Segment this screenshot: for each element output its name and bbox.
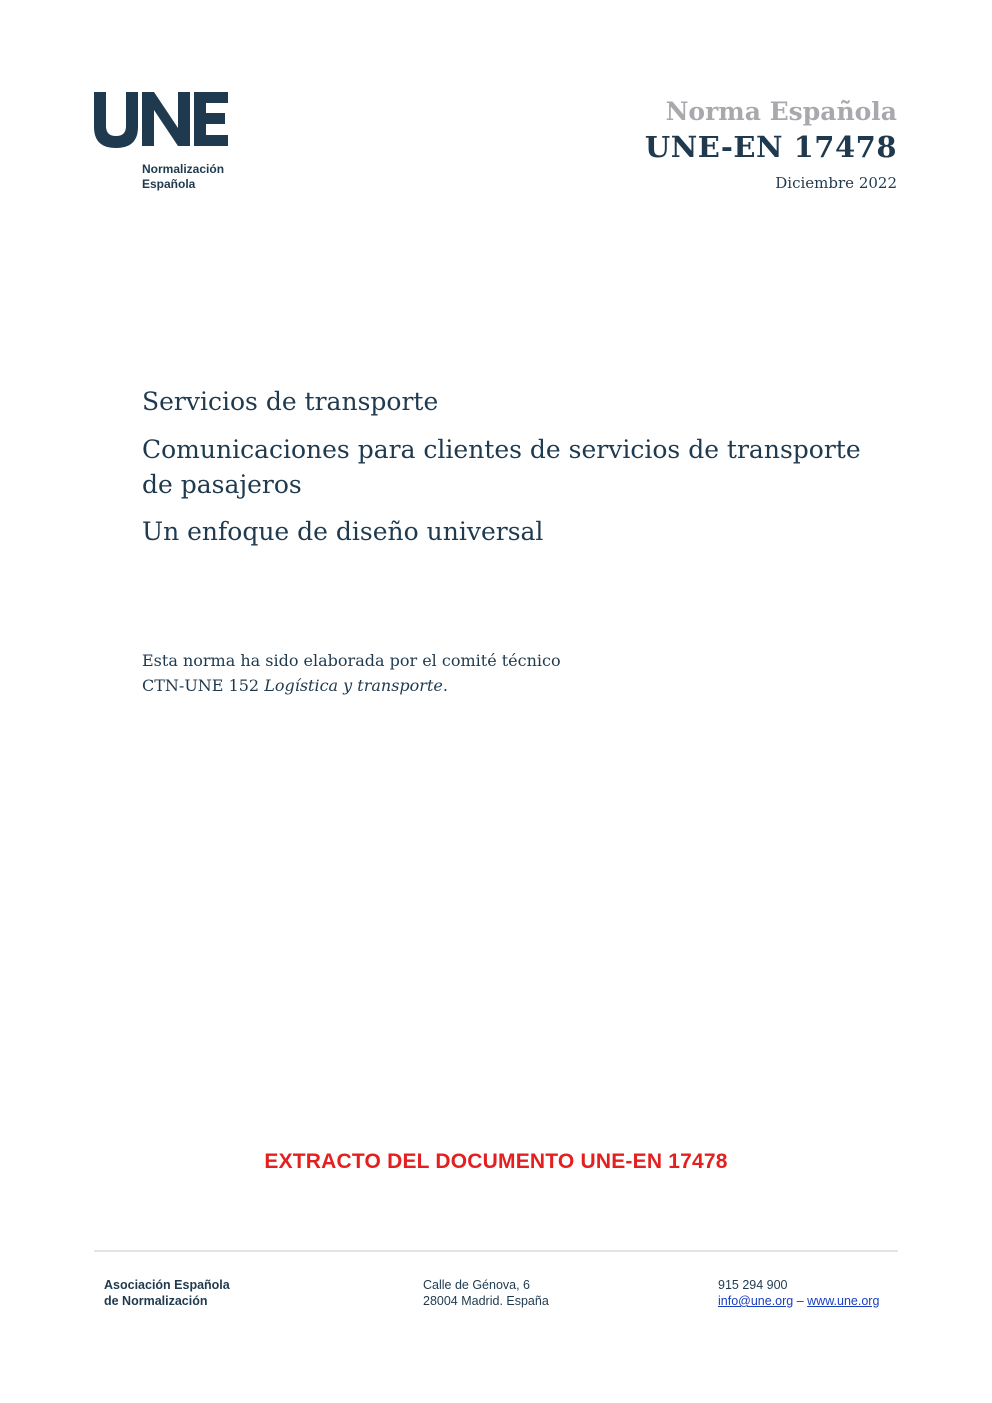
committee-name: Logística y transporte xyxy=(264,676,443,695)
footer-organization xyxy=(104,1277,230,1309)
standard-kicker: Norma Española xyxy=(665,97,897,126)
email-link[interactable]: info@une.org xyxy=(718,1294,794,1308)
standard-code: UNE-EN 17478 xyxy=(644,130,897,164)
footer-address-line1: Calle de Génova, 6 xyxy=(423,1278,531,1292)
title-line-1: Servicios de transporte xyxy=(142,387,439,416)
une-logo xyxy=(92,90,252,200)
title-line-2 xyxy=(142,432,902,502)
footer-link-separator: – xyxy=(793,1294,808,1308)
footer-phone: 915 294 900 xyxy=(718,1278,788,1292)
title-line-2b: de pasajeros xyxy=(142,470,302,499)
une-wordmark-icon xyxy=(92,90,232,150)
title-line-2a: Comunicaciones para clientes de servicios de transporte xyxy=(142,435,861,464)
document-titles xyxy=(142,384,902,550)
logo-subtitle xyxy=(142,162,224,192)
logo-subtitle-line2: Española xyxy=(142,177,196,191)
standard-date: Diciembre 2022 xyxy=(775,174,897,192)
committee-code: CTN-UNE 152 xyxy=(142,676,260,695)
footer-contact xyxy=(718,1277,879,1309)
committee-line-1: Esta norma ha sido elaborada por el comité técnico xyxy=(142,651,561,670)
footer-address-line2: 28004 Madrid. España xyxy=(423,1294,549,1308)
extract-notice: EXTRACTO DEL DOCUMENTO UNE-EN 17478 xyxy=(264,1150,728,1173)
committee-note xyxy=(142,648,842,698)
committee-line-2 xyxy=(142,673,842,698)
footer-divider xyxy=(94,1250,898,1252)
title-line-3: Un enfoque de diseño universal xyxy=(142,517,544,546)
logo-subtitle-line1: Normalización xyxy=(142,162,225,176)
footer-links xyxy=(718,1293,879,1309)
website-link[interactable]: www.une.org xyxy=(807,1294,880,1308)
footer-org-line1: Asociación Española xyxy=(104,1278,230,1292)
committee-end: . xyxy=(442,676,448,695)
footer-org-line2: de Normalización xyxy=(104,1294,208,1308)
standard-header xyxy=(645,96,897,192)
footer-address xyxy=(423,1277,549,1309)
